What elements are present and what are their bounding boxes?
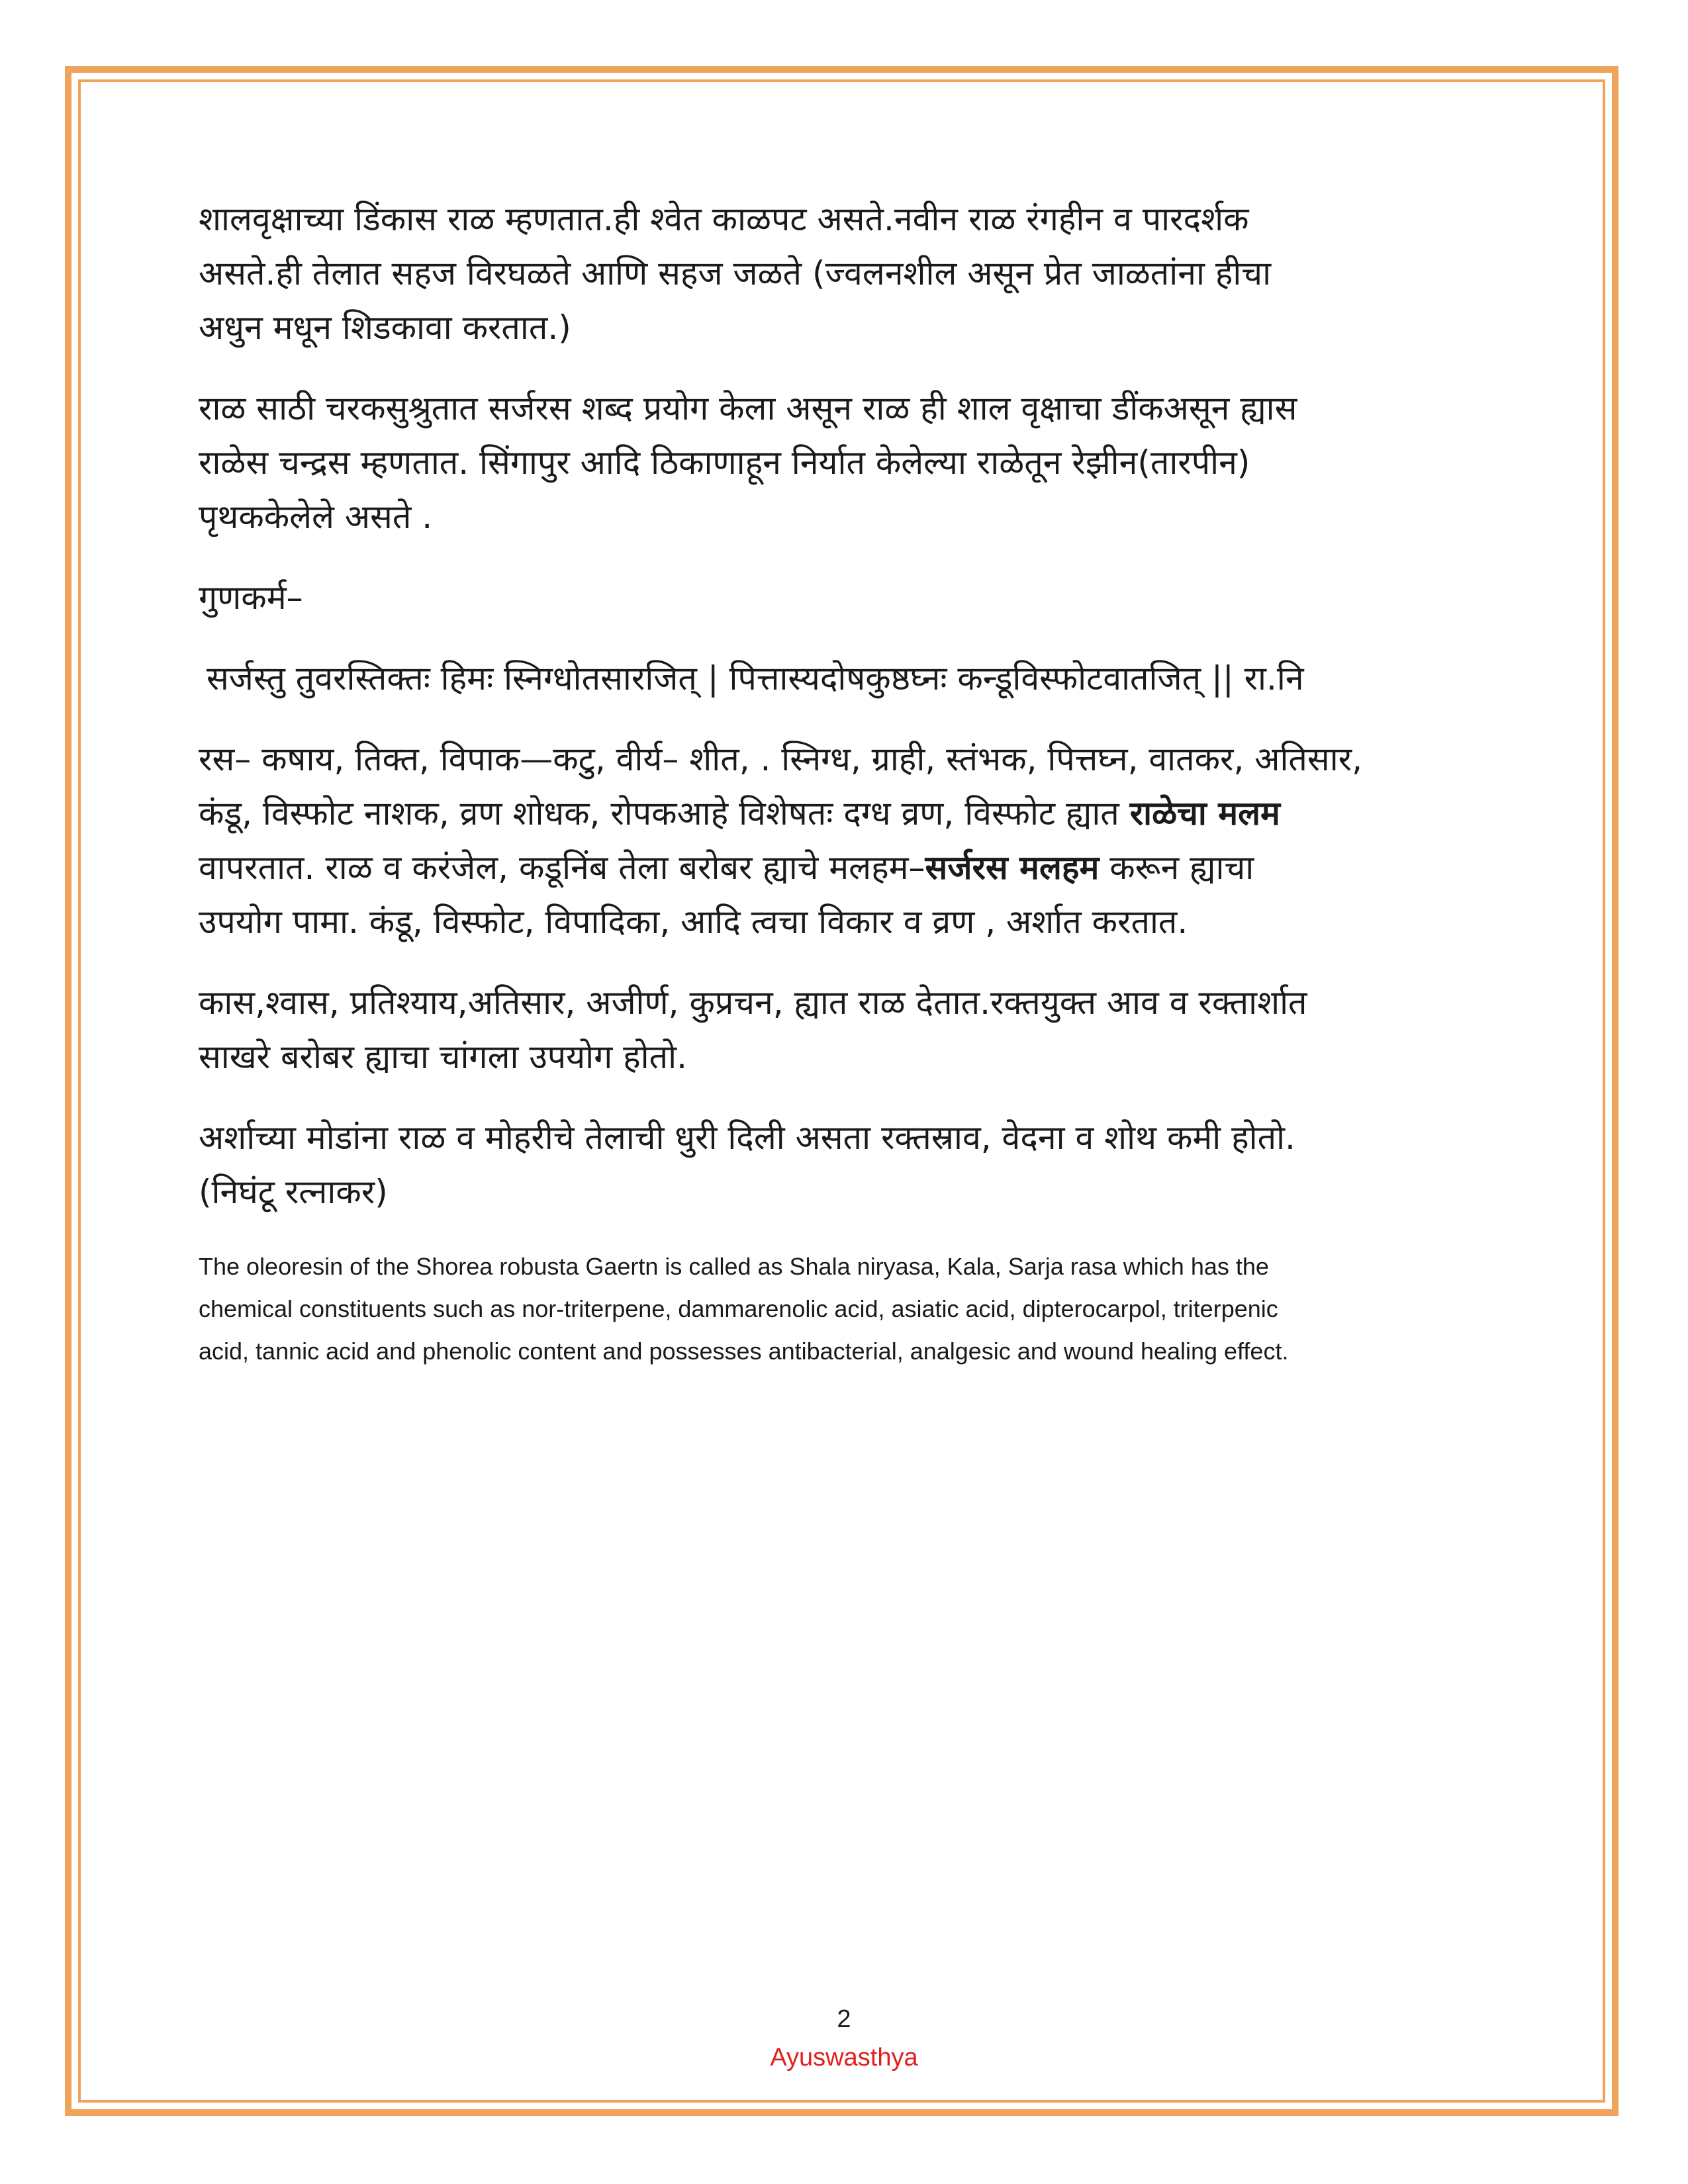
text-line: कास,श्वास, प्रतिश्याय,अतिसार, अजीर्ण, कुप्रचन, ह्यात राळ देतात.रक्तयुक्त आव व रक्तार्शात bbox=[199, 983, 1307, 1022]
text-line: The oleoresin of the Shorea robusta Gaertn is called as Shala niryasa, Kala, Sarja rasa which has the bbox=[199, 1253, 1269, 1280]
text-line: राळ साठी चरकसुश्रुतात सर्जरस शब्द प्रयोग केला असून राळ ही शाल वृक्षाचा डींकअसून ह्यास bbox=[199, 389, 1297, 428]
paragraph-sarjarasa bbox=[199, 381, 1496, 544]
sanskrit-verse: सर्जस्तु तुवरस्तिक्तः हिमः स्निग्धोतसारजित् | पित्तास्यदोषकुष्ठघ्नः कन्डूविस्फोटवातजित् || रा.नि bbox=[207, 659, 1304, 698]
text-segment: करून ह्याचा bbox=[1099, 848, 1254, 887]
text-line: राळेस चन्द्रस म्हणतात. सिंगापुर आदि ठिकाणाहून निर्यात केलेल्या राळेतून रेझीन(तारपीन) bbox=[199, 443, 1250, 482]
bold-term: राळेचा मलम bbox=[1129, 794, 1280, 833]
text-line: पृथककेलेले असते . bbox=[199, 498, 433, 536]
page-number: 2 bbox=[837, 2005, 851, 2033]
text-line: साखरे बरोबर ह्याचा चांगला उपयोग होतो. bbox=[199, 1038, 687, 1076]
text-line: chemical constituents such as nor-triterpene, dammarenolic acid, asiatic acid, dipterocarpol, triterpenic bbox=[199, 1295, 1278, 1322]
page-content bbox=[199, 192, 1496, 1373]
text-line bbox=[199, 841, 1496, 895]
bold-term: सर्जरस मलहम bbox=[925, 848, 1100, 887]
text-line: उपयोग पामा. कंडू, विस्फोट, विपादिका, आदि त्वचा विकार व व्रण , अर्शात करतात. bbox=[199, 903, 1188, 941]
text-segment: वापरतात. राळ व करंजेल, कडूनिंब तेला बरोबर ह्याचे मलहम– bbox=[199, 848, 925, 887]
text-line bbox=[199, 786, 1496, 841]
paragraph-piles bbox=[199, 1111, 1496, 1219]
text-segment: कंडू, विस्फोट नाशक, व्रण शोधक, रोपकआहे विशेषतः दग्ध व्रण, विस्फोट ह्यात bbox=[199, 794, 1130, 833]
text-line: अधुन मधून शिडकावा करतात.) bbox=[199, 308, 571, 347]
paragraph-resin-description bbox=[199, 192, 1496, 355]
text-line: (निघंटू रत्नाकर) bbox=[199, 1173, 388, 1211]
paragraph-uses bbox=[199, 976, 1496, 1084]
text-line: शालवृक्षाच्या डिंकास राळ म्हणतात.ही श्वेत काळपट असते.नवीन राळ रंगहीन व पारदर्शक bbox=[199, 200, 1249, 238]
paragraph-english-summary bbox=[199, 1246, 1496, 1373]
footer-brand: Ayuswasthya bbox=[770, 2044, 918, 2071]
text-line: रस– कषाय, तिक्त, विपाक—कटु, वीर्य– शीत, . स्निग्ध, ग्राही, स्तंभक, पित्तघ्न, वातकर, अतिसार, bbox=[199, 740, 1363, 778]
section-heading-gunakarma: गुणकर्म– bbox=[199, 578, 303, 617]
text-line: अर्शाच्या मोडांना राळ व मोहरीचे तेलाची धुरी दिली असता रक्तस्राव, वेदना व शोथ कमी होतो. bbox=[199, 1118, 1295, 1157]
text-line: असते.ही तेलात सहज विरघळते आणि सहज जळते (ज्वलनशील असून प्रेत जाळतांना हीचा bbox=[199, 254, 1272, 293]
text-line: acid, tannic acid and phenolic content and possesses antibacterial, analgesic and wound healing effect. bbox=[199, 1338, 1289, 1365]
paragraph-properties bbox=[199, 732, 1496, 949]
